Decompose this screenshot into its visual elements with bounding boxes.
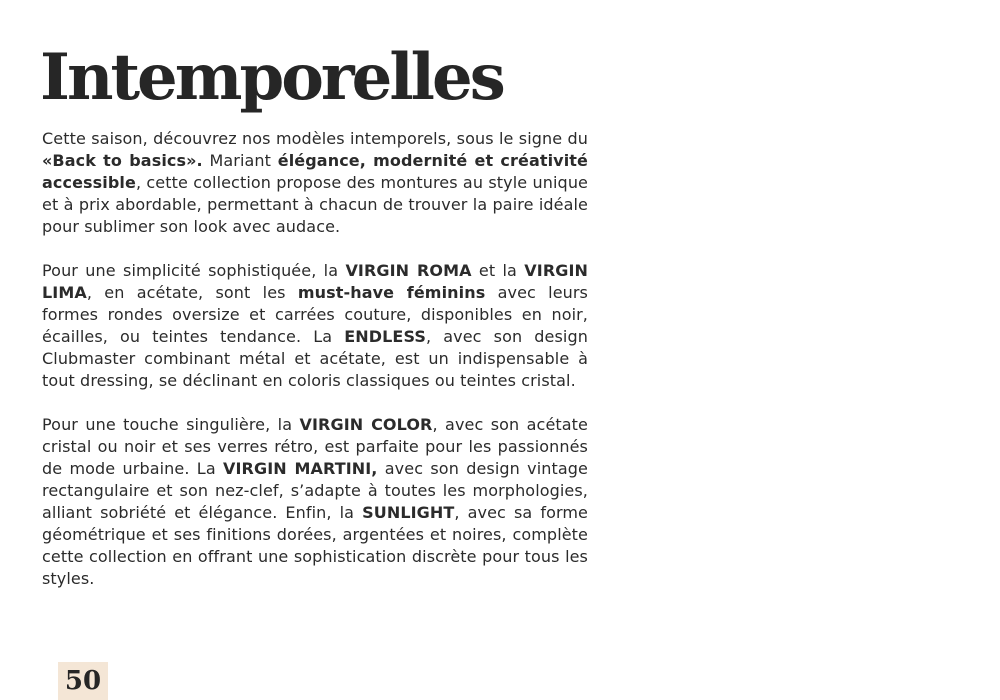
text-run-bold: VIRGIN COLOR bbox=[299, 415, 433, 434]
page-title: Intemporelles bbox=[40, 40, 503, 115]
paragraph-sophisticated bbox=[42, 260, 588, 392]
text-run: , avec son acétate cristal ou noir et ses verres rétro, est parfaite pour les passionnés de mode urbaine. La bbox=[42, 415, 588, 478]
text-run-bold: ENDLESS bbox=[344, 327, 426, 346]
text-run-bold: VIRGIN MARTINI, bbox=[223, 459, 378, 478]
paragraph-singular bbox=[42, 414, 588, 590]
text-run: et la bbox=[471, 261, 525, 280]
text-run-bold: élégance, modernité et créativité accessible bbox=[42, 151, 588, 192]
text-run: Mariant bbox=[202, 151, 278, 170]
article-body bbox=[42, 128, 588, 612]
text-run: avec son design vintage rectangulaire et son nez-clef, s’adapte à toutes les morphologies, alliant sobriété et élégance. Enfin, la bbox=[42, 459, 588, 522]
text-run-bold: «Back to basics». bbox=[42, 151, 203, 170]
text-run: Pour une simplicité sophistiquée, la bbox=[42, 261, 346, 280]
text-run: Pour une touche singulière, la bbox=[42, 415, 300, 434]
paragraph-intro bbox=[42, 128, 588, 238]
text-run-bold: VIRGIN LIMA bbox=[42, 261, 589, 302]
text-run-bold: SUNLIGHT bbox=[362, 503, 455, 522]
text-run: avec leurs formes rondes oversize et carrées couture, disponibles en noir, écailles, ou teintes tendance. La bbox=[42, 283, 588, 346]
text-run: Cette saison, découvrez nos modèles intemporels, sous le signe du bbox=[42, 129, 588, 148]
text-run-bold: must-have féminins bbox=[297, 283, 486, 302]
page-number-badge: 50 bbox=[58, 662, 108, 700]
text-run: , avec son design Clubmaster combinant métal et acétate, est un indispensable à tout dressing, se déclinant en coloris classiques ou teintes cristal. bbox=[42, 327, 588, 390]
text-run-bold: VIRGIN ROMA bbox=[345, 261, 472, 280]
text-run: , cette collection propose des montures au style unique et à prix abordable, permettant à chacun de trouver la paire idéale pour sublimer son look avec audace. bbox=[42, 173, 588, 236]
text-run: , en acétate, sont les bbox=[86, 283, 298, 302]
text-run: , avec sa forme géométrique et ses finitions dorées, argentées et noires, complète cette collection en offrant une sophistication discrète pour tous les styles. bbox=[42, 503, 588, 588]
